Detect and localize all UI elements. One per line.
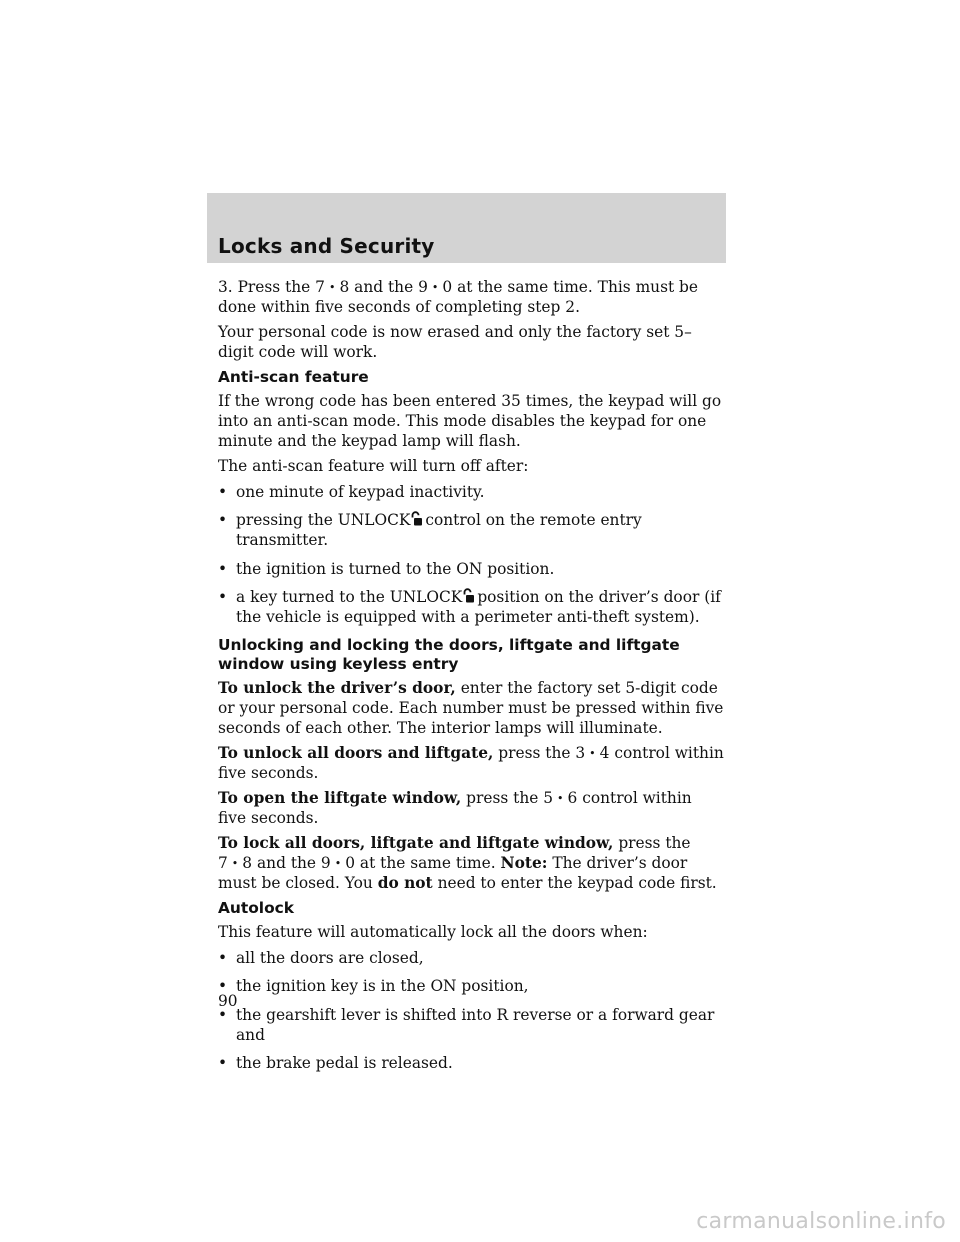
anti-scan-list	[218, 483, 724, 628]
key-separator-dot: •	[431, 281, 439, 294]
keyless-entry-heading: Unlocking and locking the doors, liftgate and liftgate window using keyless entry	[218, 636, 680, 674]
list-item: • the brake pedal is released.	[218, 1054, 453, 1073]
key-separator-dot: •	[557, 792, 564, 806]
unlock-icon	[463, 588, 475, 604]
open-liftgate-window-paragraph: To open the liftgate window, press the 5 • 6 control within five seconds.	[218, 789, 692, 827]
autolock-list	[218, 949, 724, 1074]
list-item: • one minute of keypad inactivity.	[218, 482, 485, 501]
list-item: • a key turned to the UNLOCK position on the driver’s door (if the vehicle is equipped with a perimeter anti-theft system).	[218, 588, 721, 626]
lock-all-doors-paragraph: To lock all doors, liftgate and liftgate window, press the 7 • 8 and the 9 • 0 at the same time. Note: The driver’s door must be closed. You do not need to enter the keypad code first.	[218, 834, 717, 892]
list-item: • all the doors are closed,	[218, 948, 424, 967]
bullet: •	[218, 948, 228, 967]
list-item: • the gearshift lever is shifted into R reverse or a forward gear and	[218, 1006, 715, 1044]
step-3-paragraph: 3. Press the 7 • 8 and the 9 • 0 at the same time. This must be done within five seconds of completing step 2.	[218, 278, 699, 316]
key-separator-dot: •	[589, 747, 596, 761]
key-separator-dot: •	[328, 281, 336, 294]
bullet: •	[218, 1054, 228, 1073]
list-item: • the ignition key is in the ON position,	[218, 977, 529, 996]
list-item: • the ignition is turned to the ON position.	[218, 559, 555, 578]
code-erased-paragraph: Your personal code is now erased and only the factory set 5–digit code will work.	[218, 323, 692, 361]
key-separator-dot: •	[334, 857, 342, 871]
unlock-driver-door-paragraph: To unlock the driver’s door, enter the factory set 5-digit code or your personal code. Each number must be pressed within five seconds of each other. The interior lamps will illuminate.	[218, 679, 724, 737]
key-separator-dot: •	[231, 857, 239, 871]
bullet: •	[218, 482, 228, 501]
section-title: Locks and Security	[218, 234, 435, 258]
bullet: •	[218, 588, 228, 607]
bullet: •	[218, 511, 228, 530]
anti-scan-heading: Anti-scan feature	[218, 368, 369, 387]
autolock-intro: This feature will automatically lock all the doors when:	[218, 923, 648, 942]
unlock-all-doors-paragraph: To unlock all doors and liftgate, press the 3 • 4 control within five seconds.	[218, 744, 724, 782]
watermark: carmanualsonline.info	[696, 1209, 946, 1234]
page-number: 90	[218, 992, 238, 1010]
bullet: •	[218, 559, 228, 578]
manual-content	[218, 278, 724, 1083]
section-header-band	[207, 193, 726, 263]
list-item: • pressing the UNLOCK control on the remote entry transmitter.	[218, 511, 642, 549]
bullet: •	[218, 977, 228, 996]
anti-scan-turn-off-intro: The anti-scan feature will turn off after:	[218, 457, 529, 476]
bullet: •	[218, 1006, 228, 1025]
unlock-icon	[411, 511, 423, 527]
autolock-heading: Autolock	[218, 899, 295, 918]
anti-scan-intro: If the wrong code has been entered 35 times, the keypad will go into an anti-scan mode. This mode disables the keypad for one minute and the keypad lamp will flash.	[218, 392, 722, 450]
